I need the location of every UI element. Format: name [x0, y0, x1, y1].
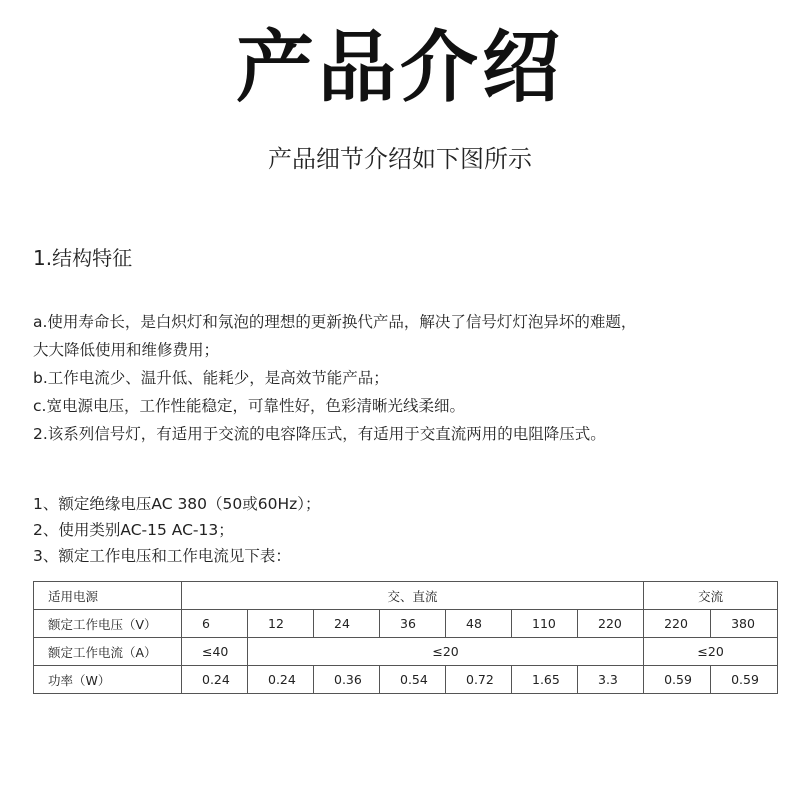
voltage-cell: 48 — [446, 610, 512, 638]
voltage-cell: 220 — [578, 610, 644, 638]
power-cell: 0.72 — [446, 666, 512, 694]
feature-paragraph — [33, 308, 783, 448]
power-cell: 0.59 — [711, 666, 778, 694]
row-label: 功率（W） — [34, 666, 182, 694]
voltage-cell: 110 — [512, 610, 578, 638]
table-row — [34, 666, 778, 694]
table-row — [34, 582, 778, 610]
power-type-dc-ac: 交、直流 — [182, 582, 644, 610]
row-label: 额定工作电压（V） — [34, 610, 182, 638]
power-cell: 0.24 — [182, 666, 248, 694]
feature-line: 大大降低使用和维修费用； — [33, 341, 220, 359]
voltage-cell: 380 — [711, 610, 778, 638]
current-cell: ≤20 — [644, 638, 778, 666]
row-label: 适用电源 — [34, 582, 182, 610]
power-cell: 3.3 — [578, 666, 644, 694]
spec-table — [33, 581, 778, 694]
power-cell: 0.36 — [314, 666, 380, 694]
power-cell: 0.24 — [248, 666, 314, 694]
spec-item: 3、额定工作电压和工作电流见下表： — [33, 547, 291, 565]
current-cell: ≤40 — [182, 638, 248, 666]
page-title: 产品介绍 — [235, 23, 564, 113]
section-heading: 1.结构特征 — [33, 246, 133, 270]
voltage-cell: 24 — [314, 610, 380, 638]
power-cell: 1.65 — [512, 666, 578, 694]
power-cell: 0.59 — [644, 666, 711, 694]
feature-line: b.工作电流少、温升低、能耗少，是高效节能产品； — [33, 369, 389, 387]
power-type-ac: 交流 — [644, 582, 778, 610]
voltage-cell: 12 — [248, 610, 314, 638]
feature-line: c.宽电源电压，工作性能稳定，可靠性好，色彩清晰光线柔细。 — [33, 397, 465, 415]
feature-line: 2.该系列信号灯，有适用于交流的电容降压式，有适用于交直流两用的电阻降压式。 — [33, 425, 606, 443]
spec-item: 1、额定绝缘电压AC 380（50或60Hz）； — [33, 495, 321, 513]
voltage-cell: 6 — [182, 610, 248, 638]
table-row — [34, 638, 778, 666]
spec-item: 2、使用类别AC-15 AC-13； — [33, 521, 234, 539]
page-subtitle: 产品细节介绍如下图所示 — [268, 145, 532, 173]
spec-list — [33, 491, 783, 569]
feature-line: a.使用寿命长，是白炽灯和氖泡的理想的更新换代产品，解决了信号灯灯泡异坏的难题， — [33, 313, 637, 331]
row-label: 额定工作电流（A） — [34, 638, 182, 666]
power-cell: 0.54 — [380, 666, 446, 694]
table-row — [34, 610, 778, 638]
current-cell: ≤20 — [248, 638, 644, 666]
voltage-cell: 36 — [380, 610, 446, 638]
voltage-cell: 220 — [644, 610, 711, 638]
